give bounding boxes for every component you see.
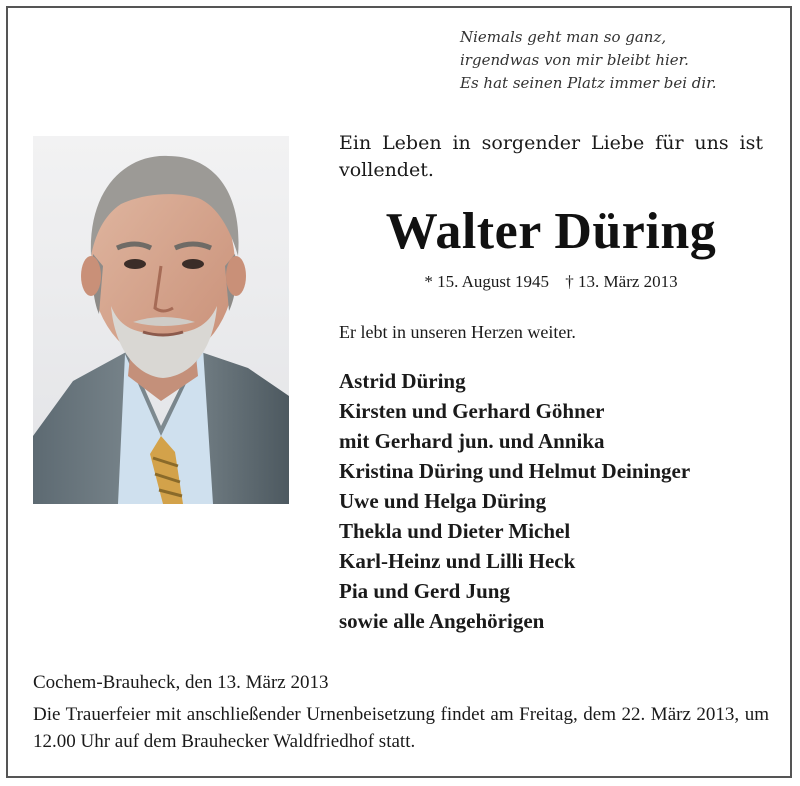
death-date: † 13. März 2013: [565, 272, 678, 291]
memorial-poem: [460, 26, 760, 95]
intro-text: Ein Leben in sorgender Liebe für uns ist vollendet.: [339, 132, 763, 181]
birth-date: * 15. August 1945: [424, 272, 550, 291]
deceased-name: Walter Düring: [385, 203, 717, 260]
memorial-motto: Er lebt in unseren Herzen weiter.: [339, 322, 576, 342]
funeral-service-notice: Die Trauerfeier mit anschließender Urnenbeisetzung findet am Freitag, dem 22. März 2013, um 12.00 Uhr auf dem Brauhecker Waldfriedhof statt.: [33, 704, 769, 752]
portrait-photo: [33, 136, 289, 504]
mourner-entry: Karl-Heinz und Lilli Heck: [339, 549, 576, 573]
mourner-entry: Thekla und Dieter Michel: [339, 519, 571, 543]
mourner-entry: Kirsten und Gerhard Göhner: [339, 399, 605, 423]
mourner-entry: mit Gerhard jun. und Annika: [339, 429, 605, 453]
poem-line: irgendwas von mir bleibt hier.: [460, 51, 689, 69]
portrait-illustration: [33, 136, 289, 504]
poem-line: Es hat seinen Platz immer bei dir.: [460, 74, 717, 92]
mourner-entry: Uwe und Helga Düring: [339, 489, 547, 513]
mourner-entry: Pia und Gerd Jung: [339, 579, 510, 603]
mourner-entry: sowie alle Angehörigen: [339, 609, 545, 633]
mourners-list: [339, 366, 779, 636]
mourner-entry: Astrid Düring: [339, 369, 466, 393]
place-and-date: Cochem-Brauheck, den 13. März 2013: [33, 672, 329, 693]
poem-line: Niemals geht man so ganz,: [460, 28, 667, 46]
mourner-entry: Kristina Düring und Helmut Deininger: [339, 459, 691, 483]
life-dates: [339, 270, 763, 294]
